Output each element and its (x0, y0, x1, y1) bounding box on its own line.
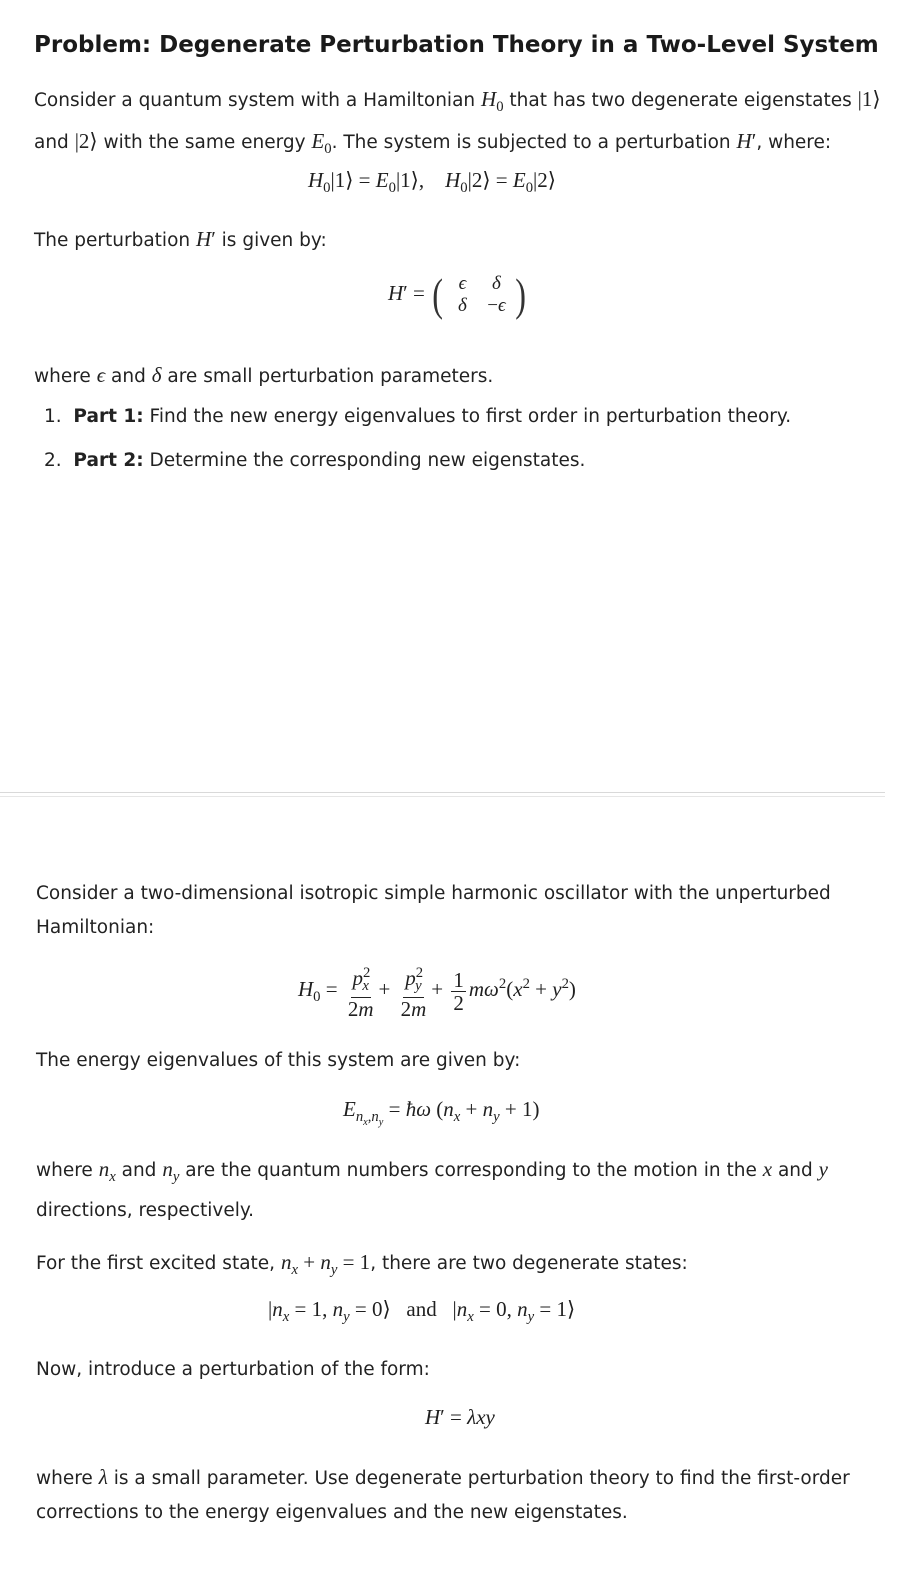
problem-title: Problem: Degenerate Perturbation Theory in a Two-Level System (34, 32, 879, 58)
energy-equation: $E_{n_x,n_y}$ = ħω $(n_x + n_y + 1)$ (343, 1097, 540, 1129)
perturbation-text: The perturbation H′ is given by: (34, 227, 327, 251)
section-divider (0, 792, 885, 797)
problem1-intro: Consider a quantum system with a Hamiltonian $H_0$ that has two degenerate eigenstates |1⟩ and |2⟩ with the same energy $E_0$. The system is subjected to a perturbation H′, where: (34, 87, 881, 158)
matrix: ( ϵ δ δ −ϵ ) (432, 269, 527, 320)
now-text: Now, introduce a perturbation of the form: (36, 1359, 430, 1380)
part-2-item: 2. Part 2: Determine the corresponding new eigenstates. (44, 450, 586, 471)
problem2-intro: Consider a two-dimensional isotropic simple harmonic oscillator with the unperturbed Hamiltonian: (36, 883, 831, 938)
perturbation-matrix-equation: H′ = ( ϵ δ δ −ϵ ) (388, 272, 529, 318)
part-1-item: 1. Part 1: Find the new energy eigenvalues to first order in perturbation theory. (44, 406, 792, 427)
quantum-numbers-text: where $n_x$ and $n_y$ are the quantum numbers corresponding to the motion in the x and y directions, respectively. (36, 1157, 828, 1222)
eigen-equation: $H_0|1⟩$ = $E_0|1⟩$, $H_0|2⟩$ = $E_0|2⟩$ (308, 168, 556, 197)
energy-text: The energy eigenvalues of this system are given by: (36, 1050, 521, 1071)
first-excited-text: For the first excited state, $n_x + n_y = 1$, there are two degenerate states: (36, 1250, 688, 1279)
perturbation-xy-equation: H′ = λxy (425, 1405, 495, 1429)
final-instruction: where λ is a small parameter. Use degenerate perturbation theory to find the first-order corrections to the energy eigenvalues and the new eigenstates. (36, 1465, 850, 1523)
and-word: and (406, 1297, 437, 1321)
hamiltonian-equation: $H_0$ = $\frac{p^2_x}{2m}$ + $\frac{p^2_y}{2m}$ + $\frac{1}{2}$ $m\omega^2(x^2 + y^2)$ (298, 962, 576, 1020)
where-params: where ϵ and δ are small perturbation parameters. (34, 363, 494, 387)
degenerate-states-equation: $|n_x = 1$, $n_y$ = 0⟩ and $|n_x = 0$, $n_y$ = 1⟩ (268, 1297, 576, 1326)
